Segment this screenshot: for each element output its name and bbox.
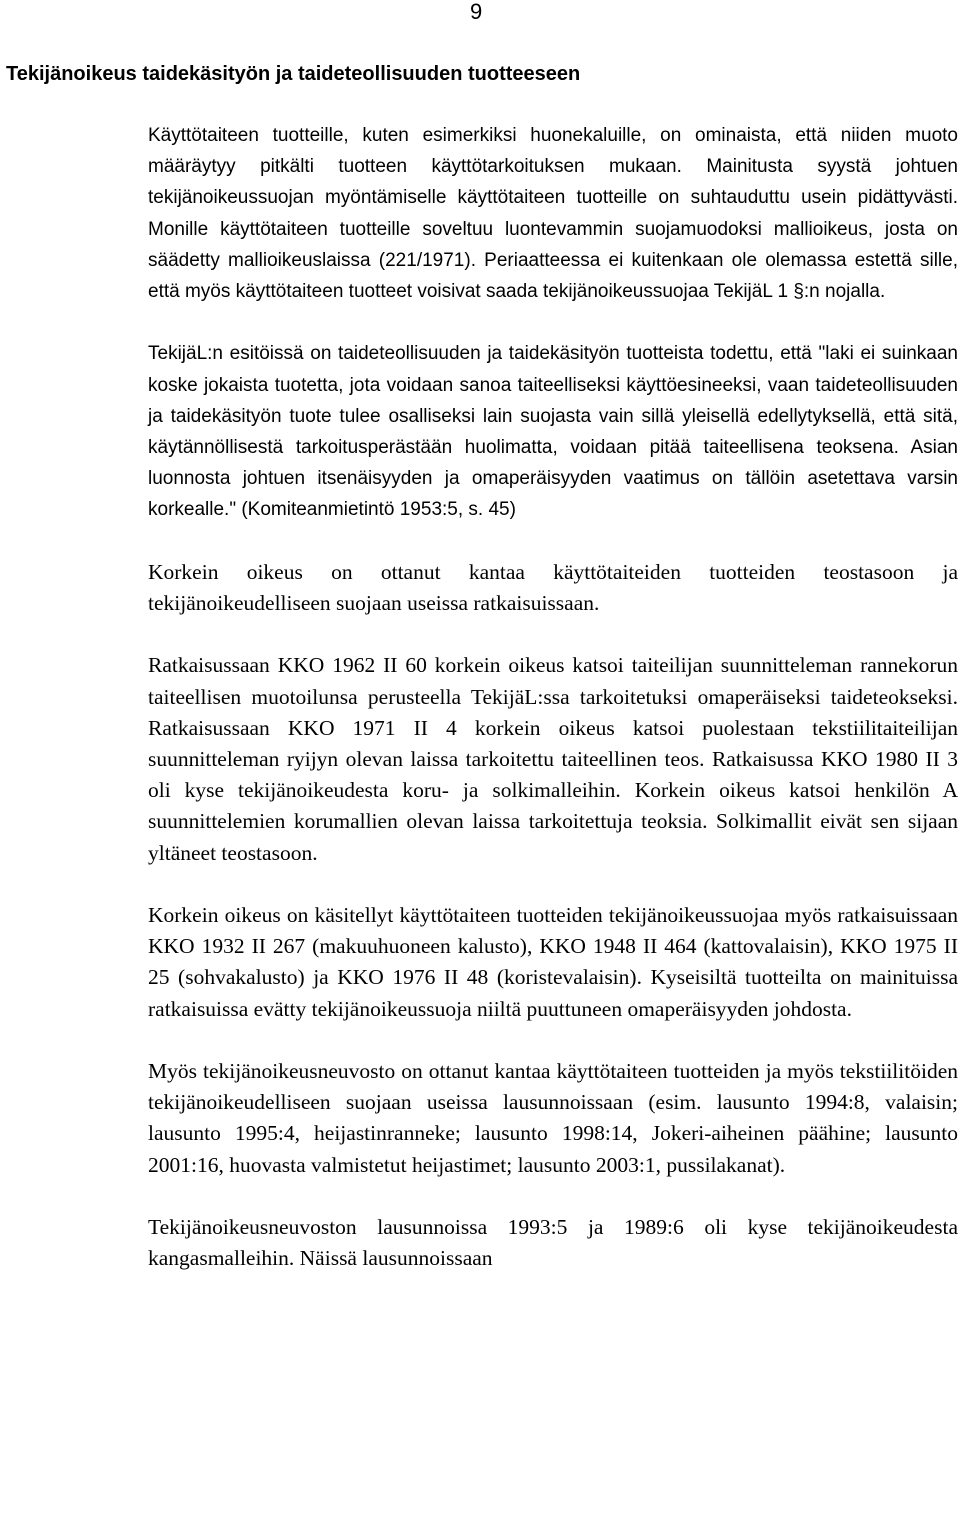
paragraph-7: Tekijänoikeusneuvoston lausunnoissa 1993:5 ja 1989:6 oli kyse tekijänoikeudesta kangasmalleihin. Näissä lausunnoissaan bbox=[148, 1215, 958, 1271]
section-heading: Tekijänoikeus taidekäsityön ja taideteollisuuden tuotteeseen bbox=[6, 63, 581, 85]
paragraph-1: Käyttötaiteen tuotteille, kuten esimerkiksi huonekaluille, on ominaista, että niiden muoto määräytyy pitkälti tuotteen käyttötarkoituksen mukaan. Mainitusta syystä johtuen tekijänoikeussuojan myöntämiselle käyttötaiteen tuotteille on suhtauduttu usein pidättyvästi. Monille käyttötaiteen tuotteille soveltuu luontevammin suojamuodoksi mallioikeus, josta on säädetty mallioikeuslaissa (221/1971). Periaatteessa ei kuitenkaan ole olemassa estettä sille, että myös käyttötaiteen tuotteet voisivat saada tekijänoikeussuojaa TekijäL 1 §:n nojalla. bbox=[148, 125, 958, 303]
page-number: 9 bbox=[470, 0, 483, 24]
paragraph-6: Myös tekijänoikeusneuvosto on ottanut kantaa käyttötaiteen tuotteiden ja myös tekstiilitöiden tekijänoikeudelliseen suojaan useissa lausunnoissaan (esim. lausunto 1994:8, valaisin; lausunto 1995:4, heijastinranneke; lausunto 1998:14, Jokeri-aiheinen päähine; lausunto 2001:16, huovasta valmistetut heijastimet; lausunto 2003:1, pussilakanat). bbox=[148, 1059, 958, 1177]
paragraph-3: Korkein oikeus on ottanut kantaa käyttötaiteiden tuotteiden teostasoon ja tekijänoikeudelliseen suojaan useissa ratkaisuissaan. bbox=[148, 559, 958, 616]
paragraph-5: Korkein oikeus on käsitellyt käyttötaiteen tuotteiden tekijänoikeussuojaa myös ratkaisuissaan KKO 1932 II 267 (makuuhuoneen kalusto), KKO 1948 II 464 (kattovalaisin), KKO 1975 II 25 (sohvakalusto) ja KKO 1976 II 48 (koristevalaisin). Kyseisiltä tuotteilta on mainituissa ratkaisuissa evätty tekijänoikeussuoja niiltä puuttuneen omaperäisyyden johdosta. bbox=[148, 903, 958, 1021]
paragraph-4: Ratkaisussaan KKO 1962 II 60 korkein oikeus katsoi taiteilijan suunnitteleman rannekorun taiteellisen muotoilunsa perusteella TekijäL:ssa tarkoitetuksi omaperäiseksi taideteokseksi. Ratkaisussaan KKO 1971 II 4 korkein oikeus katsoi puolestaan tekstiilitaiteilijan suunnitteleman ryijyn olevan laissa tarkoitettu taiteellinen teos. Ratkaisussa KKO 1980 II 3 oli kyse tekijänoikeudesta koru- ja solkimalleihin. Korkein oikeus katsoi henkilön A suunnittelemien korumallien olevan laissa tarkoitettuja teoksia. Solkimallit eivät sen sijaan yltäneet teostasoon. bbox=[148, 653, 958, 865]
paragraph-2: TekijäL:n esitöissä on taideteollisuuden ja taidekäsityön tuotteista todettu, että "laki ei suinkaan koske jokaista tuotetta, jota voidaan sanoa taiteelliseksi käyttöesineeksi, vaan taideteollisuuden ja taidekäsityön tuote tulee osalliseksi lain suojasta vain sillä yleisellä edellytyksellä, että sitä, käytännöllisestä tarkoitusperästään huolimatta, voidaan pitää taiteellisena teoksena. Asian luonnosta johtuen itsenäisyyden ja omaperäisyyden vaatimus on tällöin asetettava varsin korkealle." (Komiteanmietintö 1953:5, s. 45) bbox=[148, 343, 958, 521]
body-text bbox=[148, 120, 958, 1306]
